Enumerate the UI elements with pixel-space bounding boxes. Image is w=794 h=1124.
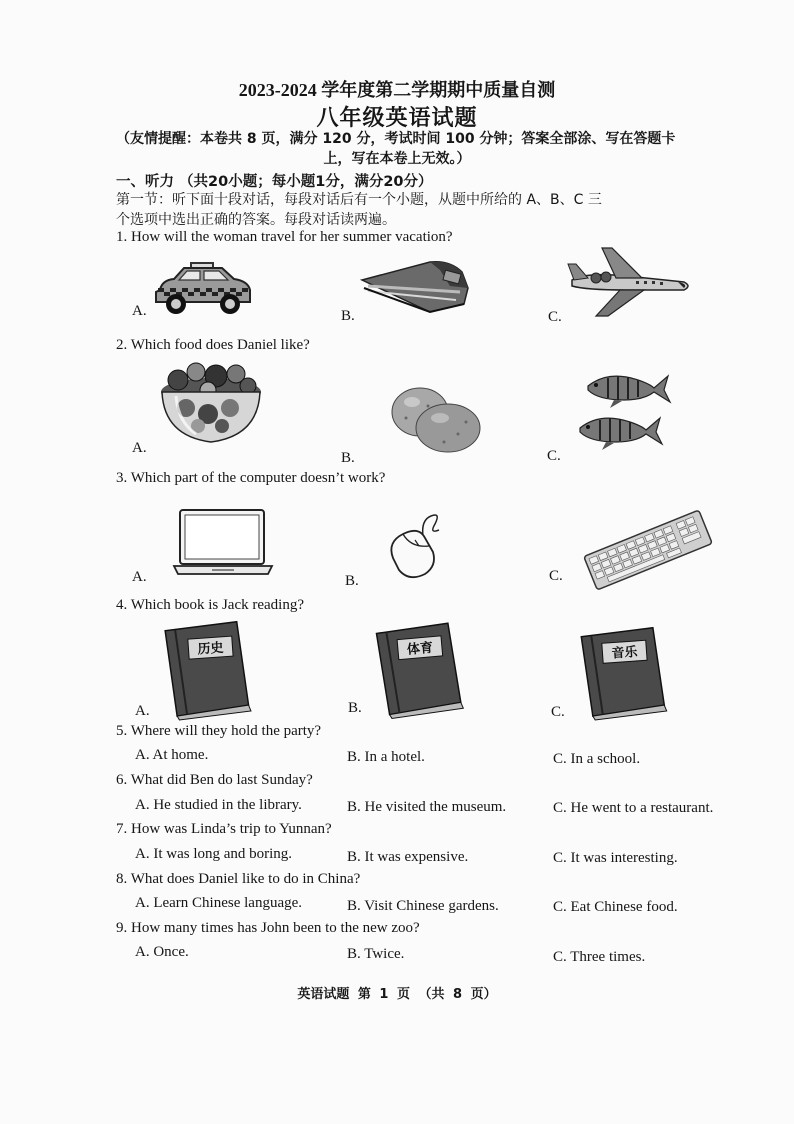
q4-option-c[interactable]: C.: [551, 704, 565, 720]
q8-option-c[interactable]: C. Eat Chinese food.: [553, 899, 678, 915]
q5-option-a[interactable]: A. At home.: [135, 747, 209, 763]
q3-option-b[interactable]: B.: [345, 573, 359, 589]
exam-title: 2023-2024 学年度第二学期期中质量自测: [238, 80, 556, 100]
q2-option-c[interactable]: C.: [547, 448, 561, 464]
q8-option-b[interactable]: B. Visit Chinese gardens.: [347, 898, 499, 914]
fruit-salad-icon: [156, 362, 266, 448]
history-book-label: 历史: [197, 640, 225, 658]
potatoes-icon: [388, 384, 484, 454]
q7-option-c[interactable]: C. It was interesting.: [553, 850, 678, 866]
q5-option-c[interactable]: C. In a school.: [553, 751, 641, 767]
q1-option-b[interactable]: B.: [341, 308, 355, 324]
q9-option-c[interactable]: C. Three times.: [553, 949, 646, 965]
airplane-icon: [566, 246, 694, 318]
question-8: 8. What does Daniel like to do in China?: [116, 871, 361, 887]
mouse-icon: [385, 508, 455, 584]
q3-option-c[interactable]: C.: [549, 568, 563, 584]
q3-option-a[interactable]: A.: [132, 569, 147, 585]
q8-option-a[interactable]: A. Learn Chinese language.: [135, 895, 303, 911]
question-4: 4. Which book is Jack reading?: [116, 597, 305, 613]
question-1: 1. How will the woman travel for her summer vacation?: [116, 229, 453, 245]
question-9: 9. How many times has John been to the new zoo?: [116, 920, 420, 936]
question-6: 6. What did Ben do last Sunday?: [116, 772, 313, 788]
music-book-label: 音乐: [611, 644, 639, 662]
q6-option-a[interactable]: A. He studied in the library.: [135, 797, 302, 813]
exam-tip-line2: 上，写在本卷上无效。）: [323, 151, 471, 167]
section-instruction-line1: 第一节：听下面十段对话，每段对话后有一个小题，从题中所给的 A、B、C 三: [116, 192, 602, 208]
q4-option-a[interactable]: A.: [135, 703, 150, 719]
q2-option-b[interactable]: B.: [341, 450, 355, 466]
fish-icon: [576, 368, 672, 452]
pe-book-label: 体育: [406, 640, 434, 658]
history-book-icon: [158, 620, 254, 720]
question-5: 5. Where will they hold the party?: [116, 723, 322, 739]
q5-option-b[interactable]: B. In a hotel.: [347, 749, 425, 765]
train-icon: [360, 258, 472, 316]
q2-option-a[interactable]: A.: [132, 440, 147, 456]
q6-option-c[interactable]: C. He went to a restaurant.: [553, 800, 714, 816]
section-heading: 一、听力 （共20小题；每小题1分，满分20分）: [116, 174, 433, 190]
music-book-icon: [574, 626, 670, 722]
q7-option-b[interactable]: B. It was expensive.: [347, 849, 469, 865]
q6-option-b[interactable]: B. He visited the museum.: [347, 799, 507, 815]
taxi-icon: [152, 260, 254, 318]
section-instruction-line2: 个选项中选出正确的答案。每段对话读两遍。: [116, 212, 396, 228]
question-7: 7. How was Linda’s trip to Yunnan?: [116, 821, 332, 837]
q1-option-a[interactable]: A.: [132, 303, 147, 319]
exam-subtitle: 八年级英语试题: [316, 105, 478, 130]
keyboard-icon: [580, 512, 716, 588]
q7-option-a[interactable]: A. It was long and boring.: [135, 846, 293, 862]
question-3: 3. Which part of the computer doesn’t work?: [116, 470, 386, 486]
exam-tip-line1: （友情提醒：本卷共 8 页，满分 120 分，考试时间 100 分钟；答案全部涂、写在答题卡: [116, 131, 676, 147]
q1-option-c[interactable]: C.: [548, 309, 562, 325]
pe-book-icon: [370, 622, 466, 720]
q9-option-b[interactable]: B. Twice.: [347, 946, 405, 962]
q4-option-b[interactable]: B.: [348, 700, 362, 716]
question-2: 2. Which food does Daniel like?: [116, 337, 310, 353]
laptop-icon: [172, 508, 274, 576]
page-footer: 英语试题 第 1 页 （共 8 页）: [297, 987, 497, 1002]
q9-option-a[interactable]: A. Once.: [135, 944, 189, 960]
